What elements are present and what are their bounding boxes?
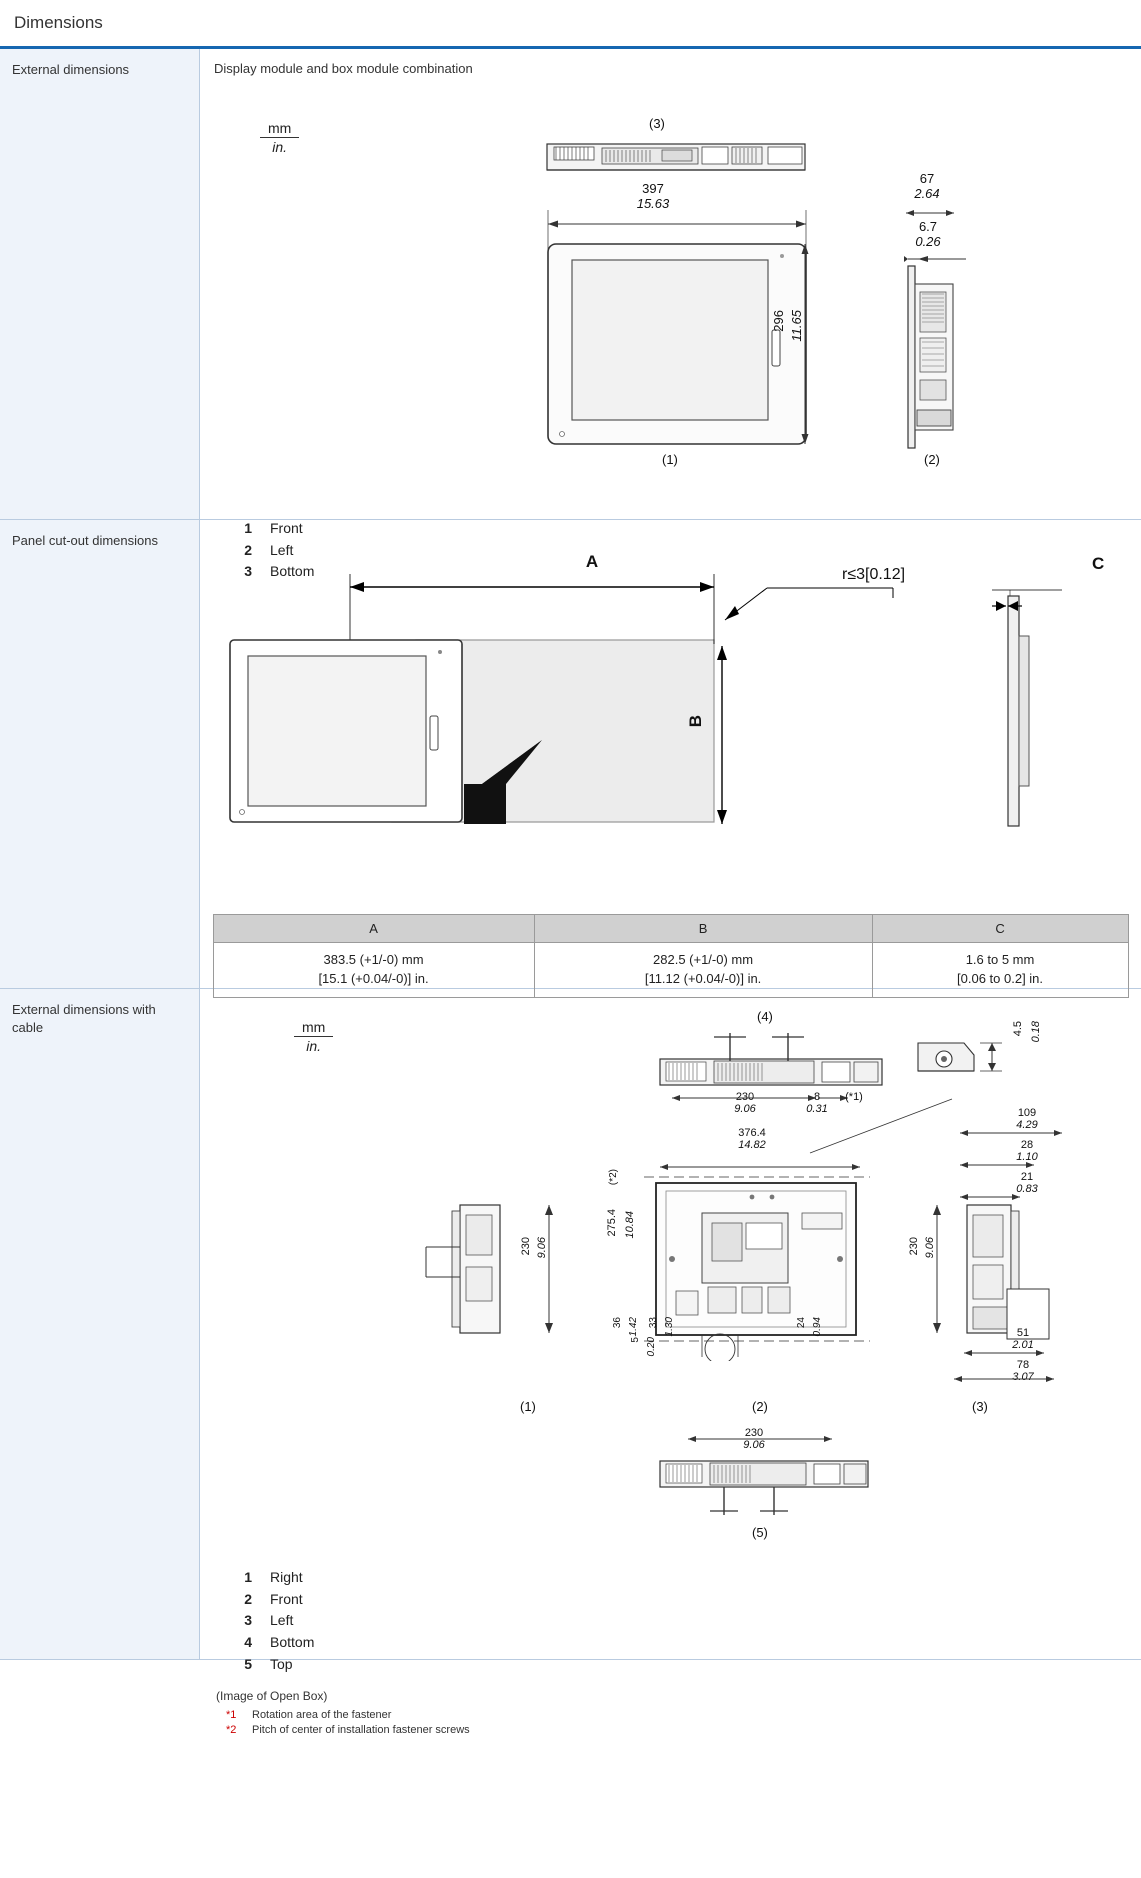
- cell-b-in: [11.12 (+0.04/-0)] in.: [644, 970, 762, 986]
- cutout-table: [213, 914, 1129, 998]
- dim-b5-in: 0.20: [646, 1337, 657, 1357]
- dim-right-lower-lines: [952, 1347, 1072, 1387]
- cell-c-mm: 1.6 to 5 mm: [965, 952, 1035, 967]
- dim-b33-in-wrap: [664, 1317, 675, 1336]
- footnote-2-mark: *2: [226, 1724, 237, 1737]
- dim-back-height-in-wrap: [624, 1211, 636, 1239]
- mark-footnote-1: (*1): [845, 1091, 863, 1103]
- dim-left-height-line: [542, 1191, 556, 1351]
- dim-21-mm: 21: [1020, 1171, 1034, 1183]
- view-label-3: (3): [972, 1399, 988, 1414]
- legend-text: Front: [270, 520, 303, 536]
- dim-b-line: [714, 640, 730, 830]
- dim-front-depth: [898, 220, 958, 249]
- dim-21-in: 0.83: [1016, 1183, 1038, 1196]
- mark-b: B: [686, 715, 705, 728]
- dim-b36-in-wrap: [628, 1317, 639, 1336]
- legend-text: Top: [270, 1655, 293, 1672]
- dim-back-height-in: 10.84: [624, 1211, 636, 1239]
- dim-b5: [630, 1337, 641, 1343]
- dim-28-mm: 28: [1020, 1139, 1034, 1151]
- right-view-illustration: [422, 1191, 542, 1351]
- footnote-2-text: Pitch of center of installation fastener screws: [252, 1724, 470, 1737]
- legend-num: 2: [244, 1590, 252, 1607]
- dim-bottom-width-line: [682, 1433, 842, 1445]
- footnote-1: [226, 1709, 1129, 1721]
- cell-b-mm: 282.5 (+1/-0) mm: [653, 952, 754, 967]
- dim-hinge-mm: 4.5: [1012, 1021, 1024, 1037]
- dim-109-mm: 109: [1017, 1107, 1037, 1119]
- drawing-external-dimensions: [212, 80, 1129, 510]
- dim-b5-in-wrap: [646, 1337, 657, 1356]
- legend-num: 5: [244, 1655, 252, 1672]
- col-header-b: B: [534, 915, 872, 943]
- col-header-c: C: [872, 915, 1128, 943]
- bottom-view-illustration: [542, 138, 812, 183]
- dim-b33-in: 1.30: [664, 1317, 675, 1337]
- section-external-with-cable: [0, 989, 1141, 1737]
- dim-top-width-mm: 230: [735, 1091, 755, 1103]
- dim-b24-in-wrap: [812, 1317, 823, 1336]
- dim-bottom-width-mm: 230: [744, 1427, 764, 1439]
- section-panel-cutout: [0, 520, 1141, 989]
- legend-with-cable: [226, 1567, 1129, 1675]
- drawing-panel-cutout: [212, 530, 1129, 900]
- dim-back-height-mm: 275.4: [606, 1209, 618, 1237]
- bottom-view-cable-illustration: [652, 1029, 892, 1099]
- mark-footnote-2: (*2): [608, 1169, 619, 1186]
- dim-height-line: [798, 238, 812, 450]
- dim-b33: [648, 1317, 659, 1328]
- legend-text: Bottom: [270, 1634, 315, 1651]
- legend-text: Right: [270, 1569, 303, 1585]
- legend-item: [226, 1632, 1129, 1654]
- dim-front-depth-mm: 6.7: [918, 219, 938, 234]
- dim-height: [772, 310, 787, 332]
- mark-radius: r≤3[0.12]: [842, 566, 906, 583]
- dim-top-small-in: 0.31: [806, 1103, 828, 1116]
- dim-78-in: 3.07: [1012, 1371, 1034, 1384]
- cell-a-in: [15.1 (+0.04/-0)] in.: [318, 970, 429, 986]
- open-box-note: (Image of Open Box): [216, 1689, 328, 1704]
- legend-text: Bottom: [270, 563, 315, 580]
- dim-bottom-width-in: 9.06: [743, 1439, 765, 1452]
- dim-right-height: [908, 1237, 920, 1255]
- view-label-5: (5): [752, 1525, 768, 1540]
- dim-left-height-in-wrap: [536, 1237, 548, 1258]
- legend-num: 3: [244, 563, 252, 580]
- back-view-illustration: [642, 1171, 872, 1361]
- dim-b24: [796, 1317, 807, 1328]
- col-header-a: A: [213, 915, 534, 943]
- dim-back-width: [712, 1127, 792, 1152]
- drawing-external-with-cable: [212, 999, 1129, 1559]
- legend-item: [226, 1610, 1129, 1632]
- dim-front-depth-in: 0.26: [915, 233, 941, 249]
- fastener-detail-illustration: [912, 1025, 1032, 1105]
- section-content: [200, 520, 1141, 988]
- footnote-2: [226, 1724, 1129, 1736]
- dim-depth-line: [902, 208, 962, 218]
- dim-top-width-in: 9.06: [734, 1103, 756, 1116]
- view-label-1: (1): [662, 452, 678, 467]
- dim-right-height-in-wrap: [924, 1237, 936, 1258]
- legend-text: Front: [270, 1590, 303, 1607]
- dim-right-height-mm: 230: [908, 1237, 920, 1256]
- dim-depth: [897, 172, 957, 201]
- dim-width-in: 15.63: [636, 195, 670, 211]
- view-label-1: (1): [520, 1399, 536, 1414]
- legend-num: 3: [244, 1612, 252, 1629]
- units-block: [294, 1019, 333, 1054]
- top-view-illustration: [652, 1457, 872, 1527]
- units-block: [260, 120, 299, 155]
- dim-height-in-wrap: [790, 310, 805, 342]
- dim-back-height: [606, 1209, 618, 1237]
- dim-b24-in: 0.94: [812, 1317, 823, 1337]
- page-title: Dimensions: [14, 13, 103, 32]
- legend-text: Left: [270, 1612, 294, 1629]
- dim-b24-mm: 24: [796, 1317, 807, 1329]
- mark-c: C: [1092, 554, 1105, 573]
- dim-b36-mm: 36: [612, 1317, 623, 1329]
- legend-item: [226, 1654, 1129, 1676]
- dim-depth-in: 2.64: [914, 185, 940, 201]
- cell-a-mm: 383.5 (+1/-0) mm: [323, 952, 424, 967]
- unit-inch: in.: [306, 1038, 322, 1055]
- dim-left-height: [520, 1237, 532, 1255]
- section-label: Panel cut-out dimensions: [0, 520, 200, 988]
- front-view-illustration: [542, 238, 812, 450]
- dim-right-height-in: 9.06: [924, 1237, 936, 1259]
- dim-b36-in: 1.42: [628, 1317, 639, 1337]
- left-view-illustration: [902, 262, 972, 452]
- dim-height-in: 11.65: [789, 310, 804, 342]
- footnote-1-mark: *1: [226, 1709, 237, 1722]
- legend-num: 2: [244, 541, 252, 558]
- legend-item: [226, 1567, 1129, 1589]
- dim-top-small-mm: 8: [813, 1091, 821, 1103]
- dim-left-height-in: 9.06: [536, 1237, 548, 1259]
- dim-depth-mm: 67: [919, 171, 935, 186]
- insertion-arrow-icon: [442, 734, 572, 844]
- cell-c-in: [0.06 to 0.2] in.: [957, 970, 1044, 986]
- dim-hinge: [1012, 1021, 1024, 1036]
- dim-left-height-mm: 230: [520, 1237, 532, 1256]
- legend-item: [226, 1589, 1129, 1611]
- unit-inch: in.: [272, 139, 288, 156]
- footnote-1-text: Rotation area of the fastener: [252, 1709, 392, 1722]
- dim-hinge-in-wrap: [1030, 1021, 1042, 1042]
- dim-b5-mm: 5: [630, 1337, 641, 1343]
- dim-height-mm: 296: [771, 310, 786, 332]
- page-header: [0, 0, 1141, 49]
- dim-109-in: 4.29: [1016, 1119, 1038, 1132]
- dim-back-width-in: 14.82: [738, 1139, 766, 1152]
- dim-hinge-in: 0.18: [1030, 1021, 1042, 1043]
- detail-leader-line: [802, 1095, 962, 1159]
- dim-78-mm: 78: [1016, 1359, 1030, 1371]
- dim-back-width-mm: 376.4: [738, 1127, 766, 1139]
- section-label: External dimensions: [0, 49, 200, 519]
- dim-51-mm: 51: [1016, 1327, 1030, 1339]
- unit-mm: mm: [260, 120, 299, 138]
- legend-text: Left: [270, 541, 294, 558]
- dim-b36: [612, 1317, 623, 1328]
- section-caption: Display module and box module combination: [214, 61, 473, 76]
- view-label-3: (3): [649, 116, 665, 131]
- dim-right-height-line: [930, 1191, 944, 1351]
- section-content: [200, 989, 1141, 1737]
- view-label-4: (4): [757, 1009, 773, 1024]
- unit-mm: mm: [294, 1019, 333, 1037]
- dim-right-stack-lines: [942, 1125, 1072, 1205]
- dim-51-in: 2.01: [1012, 1339, 1034, 1352]
- dim-width-mm: 397: [642, 181, 664, 196]
- section-label: External dimensions with cable: [0, 989, 200, 1659]
- legend-num: 4: [244, 1634, 252, 1651]
- legend-num: 1: [244, 520, 252, 536]
- dim-b33-mm: 33: [648, 1317, 659, 1329]
- view-label-2: (2): [924, 452, 940, 467]
- view-label-2: (2): [752, 1399, 768, 1414]
- legend-num: 1: [244, 1569, 252, 1585]
- table-header-row: [213, 915, 1128, 943]
- radius-leader: [707, 576, 907, 636]
- dim-width: [608, 182, 698, 211]
- dim-28-in: 1.10: [1016, 1151, 1038, 1164]
- side-view-cutout: [982, 576, 1112, 846]
- mark-a: A: [585, 552, 599, 571]
